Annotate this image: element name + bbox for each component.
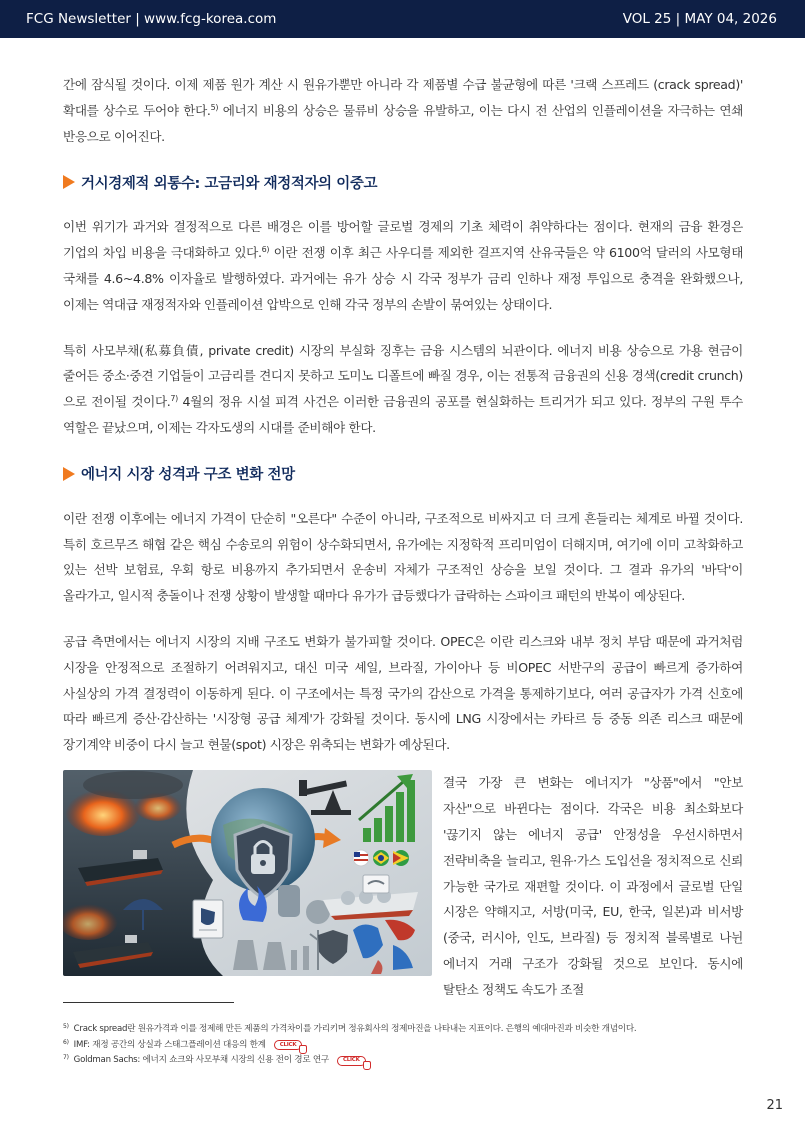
figure-row bbox=[63, 770, 743, 1003]
handshake-icon bbox=[363, 875, 389, 893]
energy-paragraph-2: 공급 측면에서는 에너지 시장의 지배 구조도 변화가 불가피할 것이다. OPEC은 이란 리스크와 내부 정치 부담 때문에 과거처럼 시장을 안정적으로 조절하기 어려워지고, 대신 미국 셰일, 브라질, 가이아나 등 비OPEC 서반구의 공급이 빠르게 증가하여 사실상의 가격 결정력이 이동하게 된다. 이 구조에서는 특정 국가의 감산으로 가격을 통제하기보다, 여러 공급자가 가격 신호에 따라 빠르게 증산·감산하는 '시장형 공급 체계'가 강화될 것이다. 동시에 LNG 시장에서는 카타르 등 중동 의존 리스크 때문에 장기계약 비중이 다시 늘고 현물(spot) 시장은 위축되는 변화가 예상된다. bbox=[63, 633, 743, 753]
section-heading-macro: 거시경제적 외통수: 고금리와 재정적자의 이중고 bbox=[63, 171, 743, 193]
footnote-ref-5[interactable]: 5) bbox=[210, 102, 219, 112]
header-site: FCG Newsletter | www.fcg-korea.com bbox=[26, 11, 277, 27]
flag-brazil-icon bbox=[373, 850, 389, 866]
contract-document-icon bbox=[193, 900, 223, 938]
page-number: 21 bbox=[766, 1098, 783, 1113]
macro-paragraph-1: 이번 위기가 과거와 결정적으로 다른 배경은 이를 방어할 글로벌 경제의 기초 체력이 취약하다는 점이다. 현재의 금융 환경은 기업의 차입 비용을 극대화하고 있다.$^{6)}$ 이란 전쟁 이후 최근 사우디를 제외한 걸프지역 산유국들은 약 6100억 달러의 사모형태 국채를 4.6~4.8% 이자율로 발행하였다. 과거에는 유가 상승 시 각국 정부가 금리 인하나 재정 투입으로 충격을 완화했으나, 이제는 역대급 재정적자와 인플레이션 압박으로 인해 각국 정부의 손발이 묶여있는 상태이다. bbox=[63, 219, 744, 312]
flag-usa-icon bbox=[353, 850, 369, 866]
triangle-bullet-icon bbox=[63, 175, 75, 189]
macro-paragraph-2: 특히 사모부채(私募負債, private credit) 시장의 부실화 징후는 금융 시스템의 뇌관이다. 에너지 비용 상승으로 가용 현금이 줄어든 중소·중견 기업들이 고금리를 견디지 못하고 도미노 디폴트에 빠질 경우, 이는 전통적 금융권의 신용 경색(credit crunch)으로 전이될 것이다.$^{7)}$ 4월의 정유 시설 피격 사건은 이러한 금융권의 공포를 현실화하는 트리거가 되고 있다. 정부의 구원 투수 역할은 끝났으며, 이제는 각자도생의 시대를 준비해야 한다. bbox=[63, 342, 743, 435]
article-body bbox=[63, 72, 743, 1003]
footnote-6: $^{6)}$ IMF: 재정 공간의 상실과 스태그플레이션 대응의 한계 CLICK bbox=[63, 1038, 763, 1054]
energy-paragraph-1: 이란 전쟁 이후에는 에너지 가격이 단순히 "오른다" 수준이 아니라, 구조적으로 비싸지고 더 크게 흔들리는 체계로 바뀔 것이다. 특히 호르무즈 해협 같은 핵심 수송로의 위험이 상수화되면서, 유가에는 지정학적 프리미엄이 더해지며, 여기에 이미 고착화하고 있는 선박 보험료, 우회 항로 비용까지 추가되면서 운송비 자체가 구조적인 상승을 보일 것이다. 그 결과 유가의 '바닥'이 올라가고, 일시적 충돌이나 전쟁 상황이 발생할 때마다 유가가 급등했다가 급락하는 스파이크 패턴의 반복이 예상된다. bbox=[63, 510, 743, 604]
footnote-ref-7[interactable]: 7) bbox=[170, 393, 178, 403]
header-issue: VOL 25 | MAY 04, 2026 bbox=[622, 11, 777, 27]
energy-paragraph-3: 결국 가장 큰 변화는 에너지가 "상품"에서 "안보 자산"으로 바뀐다는 점이다. 각국은 비용 최소화보다 '끊기지 않는 에너지 공급' 안정성을 우선시하면서 전략비축을 늘리고, 원유·가스 도입선을 정치적으로 신뢰 가능한 국가로 재편할 것이다. 이 과정에서 글로벌 단일 시장은 약해지고, 서방(미국, EU, 한국, 일본)과 비서방(중국, 러시아, 인도, 브라질) 등 정치적 블록별로 나뉜 에너지 거래 구조가 강화될 것으로 보인다. 동시에 탈탄소 정책도 속도가 조절 bbox=[443, 774, 743, 998]
section-heading-energy: 에너지 시장 성격과 구조 변화 전망 bbox=[63, 463, 743, 485]
intro-paragraph: 간에 잠식될 것이다. 이제 제품 원가 계산 시 원유가뿐만 아니라 각 제품별 수급 불균형에 따른 '크랙 스프레드 (crack spread)' 확대를 상수로 두어야 한다.$^{5)}$ 에너지 비용의 상승은 물류비 상승을 유발하고, 이는 다시 전 산업의 인플레이션을 자극하는 연쇄 반응으로 이어진다. bbox=[63, 77, 743, 144]
click-link-button[interactable]: CLICK bbox=[274, 1040, 303, 1050]
triangle-bullet-icon bbox=[63, 467, 75, 481]
energy-security-illustration bbox=[63, 770, 432, 976]
footnote-divider bbox=[63, 1002, 234, 1003]
click-link-button[interactable]: CLICK bbox=[337, 1056, 366, 1066]
footnote-7: $^{7)}$ Goldman Sachs: 에너지 쇼크와 사모부채 시장의 신용 전이 경로 연구 CLICK bbox=[63, 1053, 763, 1069]
newsletter-header bbox=[0, 0, 805, 38]
flag-guyana-icon bbox=[393, 850, 409, 866]
footnote-5: $^{5)}$ Crack spread란 원유가격과 이를 정제해 만든 제품의 가격차이를 가리키며 정유회사의 정제마진을 나타내는 지표이다. 은행의 예대마진과 비슷한 개념이다. bbox=[63, 1023, 637, 1034]
figure-side-text bbox=[443, 770, 743, 1003]
footnotes bbox=[63, 1022, 763, 1069]
footnote-ref-6[interactable]: 6) bbox=[261, 245, 270, 254]
